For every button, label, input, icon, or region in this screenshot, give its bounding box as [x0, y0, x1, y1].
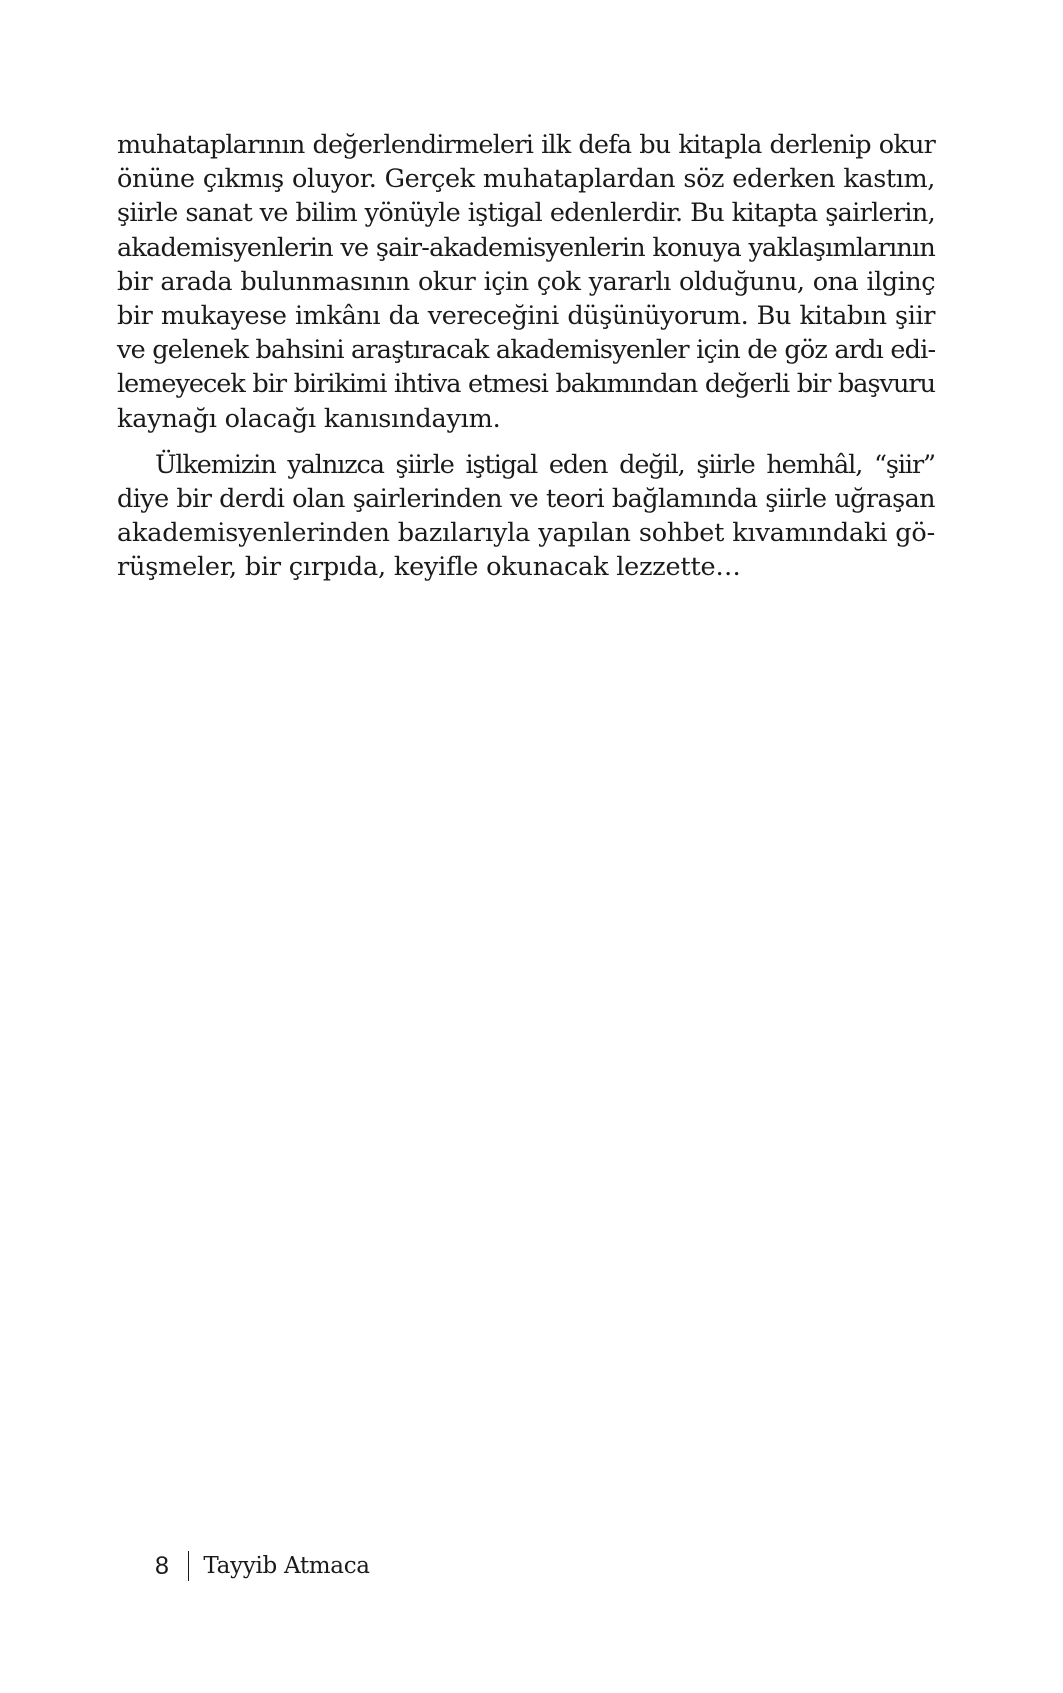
text-line: muhataplarının değerlendirmeleri ilk defa bu kitapla derlenip okur [117, 130, 935, 160]
text-line: lemeyecek bir birikimi ihtiva etmesi bakımından değerli bir başvuru [117, 369, 935, 400]
text-line: önüne çıkmış oluyor. Gerçek muhataplardan söz ederken kastım, [117, 164, 935, 195]
text-line: akademisyenlerinden bazılarıyla yapılan sohbet kıvamındaki gö- [117, 518, 935, 549]
text-line: bir arada bulunmasının okur için çok yararlı olduğunu, ona ilginç [117, 266, 935, 297]
footer-divider [188, 1551, 190, 1581]
text-line: rüşmeler, bir çırpıda, keyifle okunacak lezzette… [117, 552, 741, 583]
text-line: kaynağı olacağı kanısındayım. [117, 403, 501, 434]
text-line: diye bir derdi olan şairlerinden ve teori bağlamında şiirle uğraşan [117, 484, 935, 515]
text-line: bir mukayese imkânı da vereceğini düşünüyorum. Bu kitabın şiir [117, 301, 935, 332]
paragraph-1 [117, 128, 935, 436]
text-line: akademisyenlerin ve şair-akademisyenlerin konuya yaklaşımlarının [117, 232, 935, 263]
text-line: şiirle sanat ve bilim yönüyle iştigal edenlerdir. Bu kitapta şairlerin, [117, 198, 935, 229]
body-text [117, 128, 935, 585]
page-number: 8 [155, 1552, 169, 1580]
text-line: ve gelenek bahsini araştıracak akademisyenler için de göz ardı edi- [117, 335, 936, 366]
running-author: Tayyib Atmaca [203, 1553, 370, 1579]
text-line: Ülkemizin yalnızca şiirle iştigal eden değil, şiirle hemhâl, “şiir” [155, 449, 935, 480]
paragraph-2 [117, 448, 935, 585]
page-footer [155, 1549, 370, 1583]
